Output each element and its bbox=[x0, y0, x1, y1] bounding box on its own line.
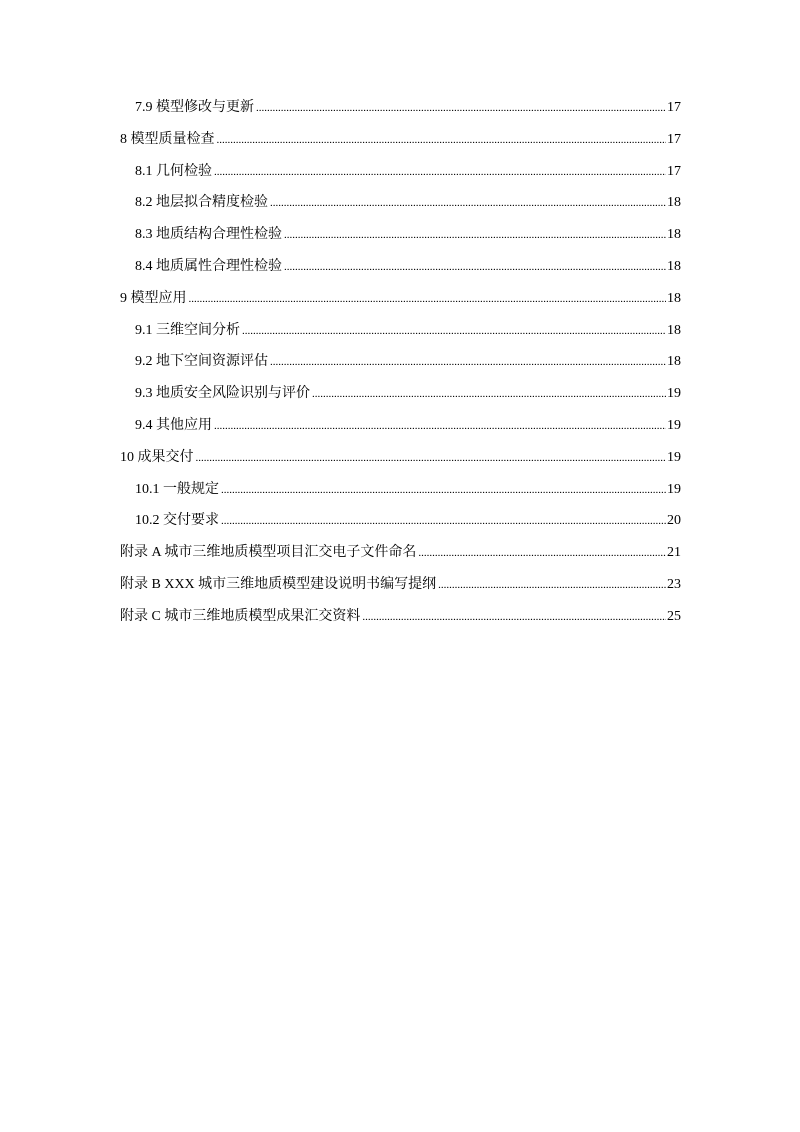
toc-entry-9[interactable] bbox=[120, 283, 681, 315]
dot-leader bbox=[312, 379, 666, 411]
dot-leader bbox=[214, 411, 666, 443]
dot-leader bbox=[270, 347, 666, 379]
toc-entry-label: 8.3 地质结构合理性检验 bbox=[135, 227, 282, 243]
toc-entry-label: 9.3 地质安全风险识别与评价 bbox=[135, 386, 310, 402]
toc-entry-label: 9.4 其他应用 bbox=[135, 417, 212, 433]
toc-entry-label: 9.1 三维空间分析 bbox=[135, 322, 240, 338]
dot-leader bbox=[256, 93, 666, 125]
toc-entry-page: 19 bbox=[667, 386, 681, 402]
toc-entry-page: 21 bbox=[667, 545, 681, 561]
toc-entry-8-4[interactable] bbox=[120, 251, 681, 283]
toc-entry-9-4[interactable] bbox=[120, 410, 681, 442]
dot-leader bbox=[242, 316, 666, 348]
toc-entry-label: 8.1 几何检验 bbox=[135, 163, 212, 179]
toc-entry-page: 19 bbox=[667, 449, 681, 465]
toc-entry-page: 19 bbox=[667, 481, 681, 497]
toc-entry-page: 18 bbox=[667, 195, 681, 211]
dot-leader bbox=[418, 538, 666, 570]
dot-leader bbox=[284, 220, 666, 252]
toc-entry-label: 8.4 地质属性合理性检验 bbox=[135, 258, 282, 274]
toc-entry-7-9[interactable] bbox=[120, 92, 681, 124]
toc-entry-9-2[interactable] bbox=[120, 346, 681, 378]
dot-leader bbox=[438, 570, 666, 602]
toc-entry-appendix-a[interactable] bbox=[120, 537, 681, 569]
toc-entry-label: 9.2 地下空间资源评估 bbox=[135, 354, 268, 370]
dot-leader bbox=[221, 506, 666, 538]
toc-entry-8[interactable] bbox=[120, 124, 681, 156]
toc-entry-label: 附录 A 城市三维地质模型项目汇交电子文件命名 bbox=[120, 545, 417, 561]
toc-entry-label: 7.9 模型修改与更新 bbox=[135, 100, 254, 115]
toc-entry-label: 8 模型质量检查 bbox=[120, 131, 215, 147]
toc-entry-label: 附录 B XXX 城市三维地质模型建设说明书编写提纲 bbox=[120, 576, 437, 592]
toc-entry-label: 8.2 地层拟合精度检验 bbox=[135, 195, 268, 211]
toc-entry-page: 18 bbox=[667, 322, 681, 338]
dot-leader bbox=[221, 475, 666, 507]
dot-leader bbox=[270, 188, 666, 220]
toc-entry-page: 17 bbox=[667, 131, 681, 147]
toc-entry-label: 10 成果交付 bbox=[120, 449, 194, 465]
toc-entry-10-1[interactable] bbox=[120, 474, 681, 506]
toc-entry-label: 9 模型应用 bbox=[120, 290, 187, 306]
toc-entry-page: 18 bbox=[667, 354, 681, 370]
dot-leader bbox=[362, 602, 666, 634]
toc-entry-8-1[interactable] bbox=[120, 156, 681, 188]
toc-entry-page: 25 bbox=[667, 608, 681, 624]
toc-entry-9-1[interactable] bbox=[120, 315, 681, 347]
toc-entry-page: 18 bbox=[667, 258, 681, 274]
toc-entry-label: 10.2 交付要求 bbox=[135, 513, 219, 529]
toc-entry-page: 17 bbox=[667, 163, 681, 179]
toc-entry-page: 19 bbox=[667, 417, 681, 433]
toc-entry-page: 23 bbox=[667, 576, 681, 592]
toc-entry-10[interactable] bbox=[120, 442, 681, 474]
toc-entry-appendix-c[interactable] bbox=[120, 601, 681, 633]
toc-entry-label: 10.1 一般规定 bbox=[135, 481, 219, 497]
toc-entry-8-3[interactable] bbox=[120, 219, 681, 251]
toc-entry-page: 18 bbox=[667, 227, 681, 243]
dot-leader bbox=[284, 252, 666, 284]
toc-entry-page: 20 bbox=[667, 513, 681, 529]
toc-entry-page: 18 bbox=[667, 290, 681, 306]
toc-entry-9-3[interactable] bbox=[120, 378, 681, 410]
toc-entry-page: 17 bbox=[667, 100, 681, 115]
toc-entry-label: 附录 C 城市三维地质模型成果汇交资料 bbox=[120, 608, 361, 624]
dot-leader bbox=[189, 284, 667, 316]
table-of-contents bbox=[120, 92, 681, 633]
toc-entry-8-2[interactable] bbox=[120, 187, 681, 219]
dot-leader bbox=[217, 125, 667, 157]
dot-leader bbox=[196, 443, 667, 475]
dot-leader bbox=[214, 157, 666, 189]
toc-entry-appendix-b[interactable] bbox=[120, 569, 681, 601]
toc-entry-10-2[interactable] bbox=[120, 505, 681, 537]
